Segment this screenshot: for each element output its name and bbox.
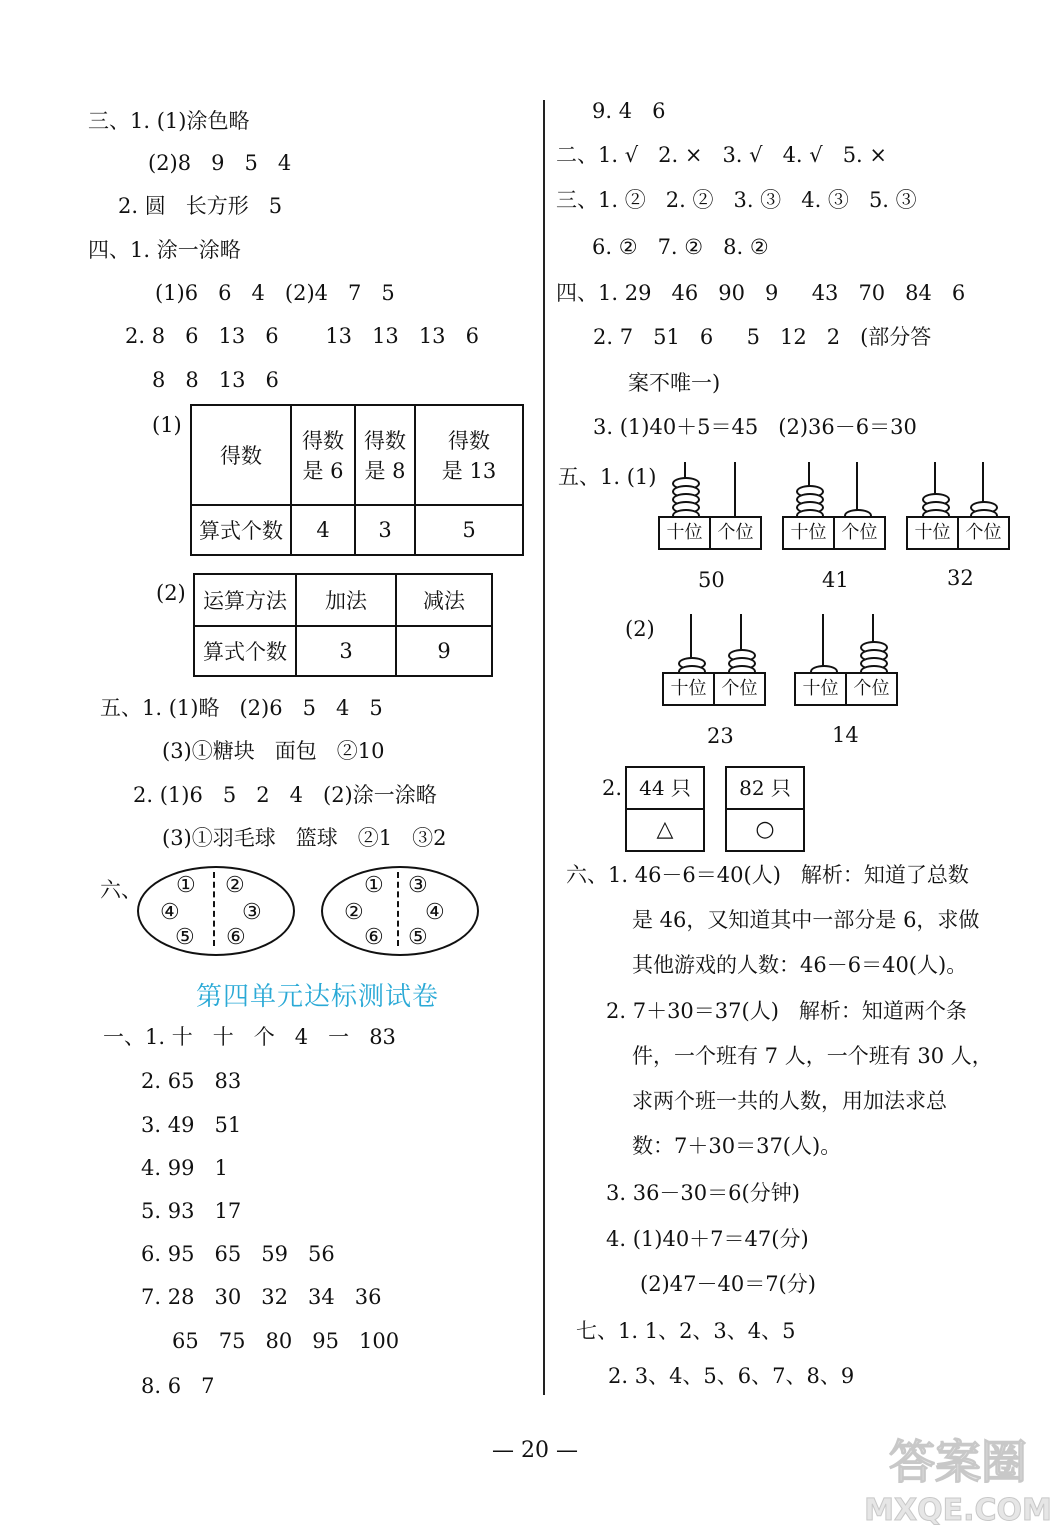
right-line-10: (2) (625, 617, 655, 641)
table1-label: (1) (152, 413, 182, 437)
abacus-base: 十位 个位 (662, 672, 766, 706)
mid-line-1: 一、1. 十 十 个 4 一 83 (103, 1025, 396, 1049)
left-line-11: (3)①羽毛球 篮球 ②1 ③2 (162, 826, 447, 850)
left-line-12: 六、 (100, 878, 142, 902)
table2-row-label: 算式个数 (194, 626, 296, 676)
right-line-12: 六、1. 46－6＝40(人) 解析：知道了总数 (566, 863, 969, 887)
right-line-15: 2. 7＋30＝37(人) 解析：知道两个条 (606, 999, 967, 1023)
section-title: 第四单元达标测试卷 (196, 982, 440, 1012)
left-line-7: 8 8 13 6 (152, 368, 279, 392)
table1-cell: 5 (415, 505, 523, 555)
table1-header-0: 得数 (191, 405, 291, 505)
table1-header-1: 得数 是 6 (291, 405, 355, 505)
watermark-text: 答案圈 (889, 1435, 1027, 1489)
abacus-value: 14 (832, 723, 859, 747)
right-line-13: 是 46，又知道其中一部分是 6，求做 (632, 908, 980, 932)
right-line-14: 其他游戏的人数：46－6＝40(人)。 (632, 953, 968, 977)
left-line-8: 五、1. (1)略 (2)6 5 4 5 (100, 696, 383, 720)
oval-divider (397, 872, 399, 946)
answer-box-2: 82 只 ○ (725, 766, 805, 852)
abacus-base: 十位 个位 (794, 672, 898, 706)
abacus-value: 50 (698, 568, 725, 592)
mid-line-9: 8. 6 7 (141, 1374, 215, 1398)
answer-box-1: 44 只 △ (625, 766, 705, 852)
oval2-num: ① (364, 873, 384, 898)
right-line-19: 3. 36－30＝6(分钟) (606, 1181, 800, 1205)
mid-line-3: 3. 49 51 (141, 1113, 242, 1137)
table2-header-1: 加法 (296, 574, 396, 626)
mid-line-2: 2. 65 83 (141, 1069, 242, 1093)
right-line-8: 3. (1)40＋5＝45 (2)36－6＝30 (593, 415, 917, 439)
abacus-rod (822, 614, 824, 672)
right-line-22: 七、1. 1、2、3、4、5 (576, 1319, 796, 1343)
oval2-num: ④ (425, 900, 445, 925)
abacus-value: 23 (707, 724, 734, 748)
table2-label: (2) (156, 581, 186, 605)
column-divider (543, 100, 545, 1395)
mid-line-4: 4. 99 1 (141, 1156, 228, 1180)
left-line-9: (3)①糖块 面包 ②10 (162, 739, 385, 763)
right-line-6: 2. 7 51 6 5 12 2 (部分答 (593, 325, 932, 349)
oval1-num: ② (225, 873, 245, 898)
right-line-4: 6. ② 7. ② 8. ② (592, 235, 769, 259)
abacus-base: 十位 个位 (782, 516, 886, 550)
left-line-5: (1)6 6 4 (2)4 7 5 (155, 281, 395, 305)
right-line-17: 求两个班一共的人数，用加法求总 (632, 1089, 947, 1113)
abacus-base: 十位 个位 (906, 516, 1010, 550)
right-line-20: 4. (1)40＋7＝47(分) (606, 1227, 809, 1251)
right-line-5: 四、1. 29 46 90 9 43 70 84 6 (556, 281, 966, 305)
oval1-num: ③ (242, 900, 262, 925)
watermark-url: MXQE.COM (864, 1493, 1052, 1528)
table-operations (193, 573, 493, 677)
abacus-value: 41 (822, 568, 849, 592)
oval1-num: ④ (160, 900, 180, 925)
oval1-num: ⑤ (175, 925, 195, 950)
left-line-2: (2)8 9 5 4 (148, 151, 292, 175)
mid-line-7: 7. 28 30 32 34 36 (141, 1285, 382, 1309)
left-line-3: 2. 圆 长方形 5 (118, 194, 283, 218)
table1-cell: 4 (291, 505, 355, 555)
oval1-num: ① (176, 873, 196, 898)
right-line-23: 2. 3、4、5、6、7、8、9 (608, 1364, 855, 1388)
oval-divider (213, 872, 215, 946)
oval2-num: ⑤ (408, 925, 428, 950)
left-line-6: 2. 8 6 13 6 13 13 13 6 (125, 324, 479, 348)
oval2-num: ② (344, 900, 364, 925)
left-line-1: 三、1. (1)涂色略 (88, 109, 250, 133)
right-line-16: 件，一个班有 7 人，一个班有 30 人， (632, 1044, 993, 1068)
oval2-num: ⑥ (364, 925, 384, 950)
mid-line-8: 65 75 80 95 100 (172, 1329, 400, 1353)
table-results (190, 404, 524, 556)
right-line-3: 三、1. ② 2. ② 3. ③ 4. ③ 5. ③ (556, 188, 917, 212)
right-line-21: (2)47－40＝7(分) (640, 1272, 816, 1296)
right-line-9: 五、1. (1) (558, 465, 657, 489)
table1-row-label: 算式个数 (191, 505, 291, 555)
abacus-base: 十位 个位 (658, 516, 762, 550)
oval2-num: ③ (408, 873, 428, 898)
abacus-rod (856, 462, 858, 516)
table2-cell: 9 (396, 626, 492, 676)
left-line-4: 四、1. 涂一涂略 (88, 238, 241, 262)
table1-header-3: 得数 是 13 (415, 405, 523, 505)
right-line-7: 案不唯一) (628, 371, 721, 395)
table1-header-2: 得数 是 8 (355, 405, 415, 505)
mid-line-5: 5. 93 17 (141, 1199, 242, 1223)
table2-cell: 3 (296, 626, 396, 676)
table2-header-2: 减法 (396, 574, 492, 626)
table1-cell: 3 (355, 505, 415, 555)
abacus-value: 32 (947, 566, 974, 590)
table2-header-0: 运算方法 (194, 574, 296, 626)
mid-line-6: 6. 95 65 59 56 (141, 1242, 335, 1266)
oval1-num: ⑥ (226, 925, 246, 950)
page-number: — 20 — (492, 1438, 578, 1463)
abacus-rod (734, 462, 736, 516)
right-line-18: 数：7＋30＝37(人)。 (632, 1134, 842, 1158)
right-line-2: 二、1. √ 2. × 3. √ 4. √ 5. × (556, 143, 887, 167)
watermark-logo (863, 1420, 1053, 1530)
right-line-1: 9. 4 6 (592, 99, 666, 123)
left-line-10: 2. (1)6 5 2 4 (2)涂一涂略 (133, 783, 437, 807)
right-line-11: 2. (602, 776, 623, 800)
